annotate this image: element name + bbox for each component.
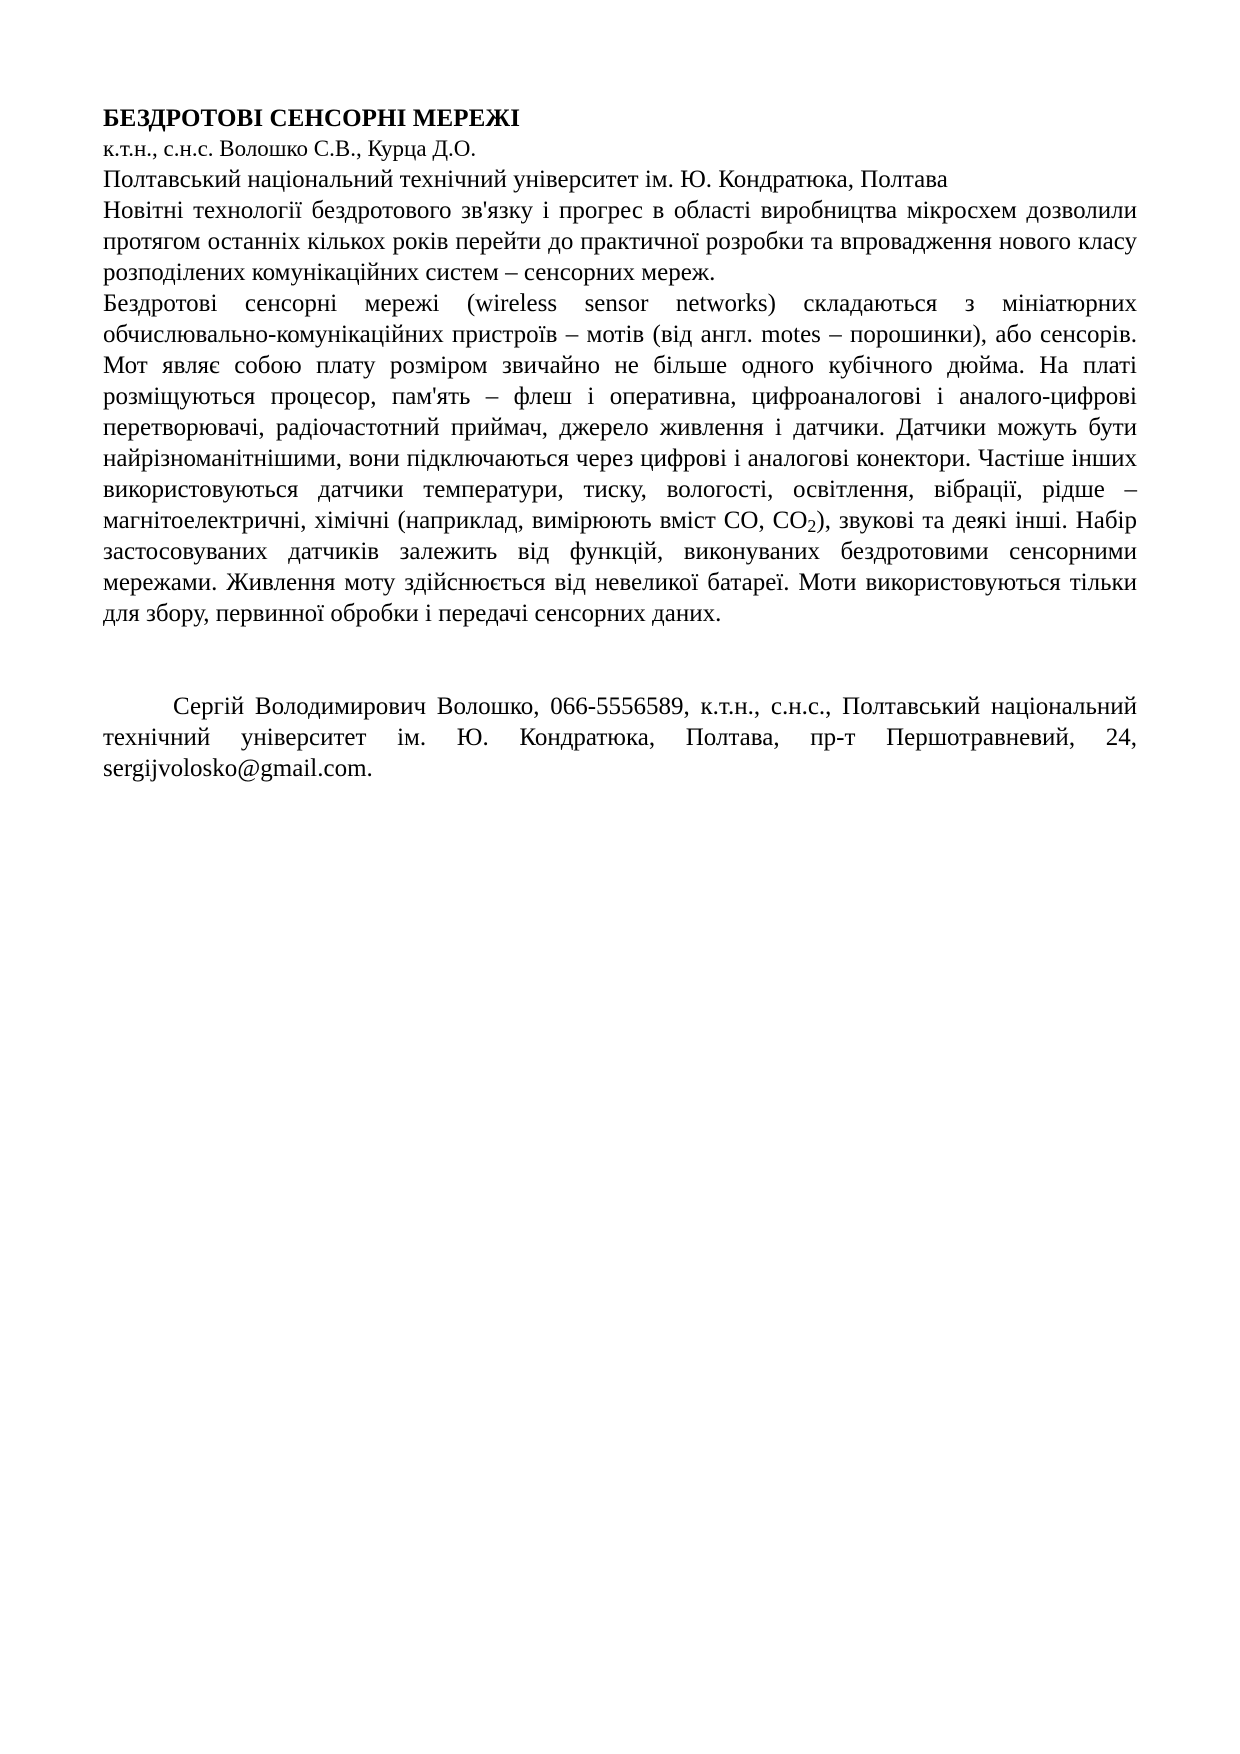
page-title: БЕЗДРОТОВІ СЕНСОРНІ МЕРЕЖІ (103, 105, 521, 132)
body-paragraph-2-text-before-subscript: Бездротові сенсорні мережі (wireless sensor networks) складаються з мініатюрних обчислювально-комунікаційних пристроїв – мотів (від англ. motes – порошинки), або сенсорів. Мот являє собою плату розміром звичайно не більше одного кубічного дюйма. На платі розміщуються процесор, пам'ять – флеш і оперативна, цифроаналогові і аналого-цифрові перетворювачі, радіочастотний приймач, джерело живлення і датчики. Датчики можуть бути найрізноманітнішими, вони підключаються через цифрові і аналогові конектори. Частіше інших використовуються датчики температури, тиску, вологості, освітлення, вібрації, рідше – магнітоелектричні, хімічні (наприклад, вимірюють вміст CO, CO (103, 290, 1137, 534)
body-paragraph-2-text-after-subscript: ), звукові та деякі інші. Набір застосовуваних датчиків залежить від функцій, виконуваних бездротовими сенсорними мережами. Живлення моту здійснюється від невеликої батареї. Моти використовуються тільки для збору, первинної обробки і передачі сенсорних даних. (103, 507, 1137, 627)
author-byline: к.т.н., с.н.с. Волошко С.В., Курца Д.О. (103, 136, 477, 161)
affiliation-line: Полтавський національний технічний університет ім. Ю. Кондратюка, Полтава (103, 166, 948, 193)
body-paragraph-2 (103, 288, 1137, 629)
body-paragraph-1: Новітні технології бездротового зв'язку і прогрес в області виробництва мікросхем дозволили протягом останніх кількох років перейти до практичної розробки та впровадження нового класу розподілених комунікаційних систем – сенсорних мереж. (103, 197, 1137, 286)
document-content (103, 104, 1137, 784)
paragraph-spacer (103, 629, 1137, 691)
contact-paragraph: Сергій Володимирович Волошко, 066-5556589, к.т.н., с.н.с., Полтавський національний технічний університет ім. Ю. Кондратюка, Полтава, пр-т Першотравневий, 24, sergijvolosko@gmail.com. (103, 693, 1137, 782)
co2-subscript: 2 (807, 515, 817, 536)
